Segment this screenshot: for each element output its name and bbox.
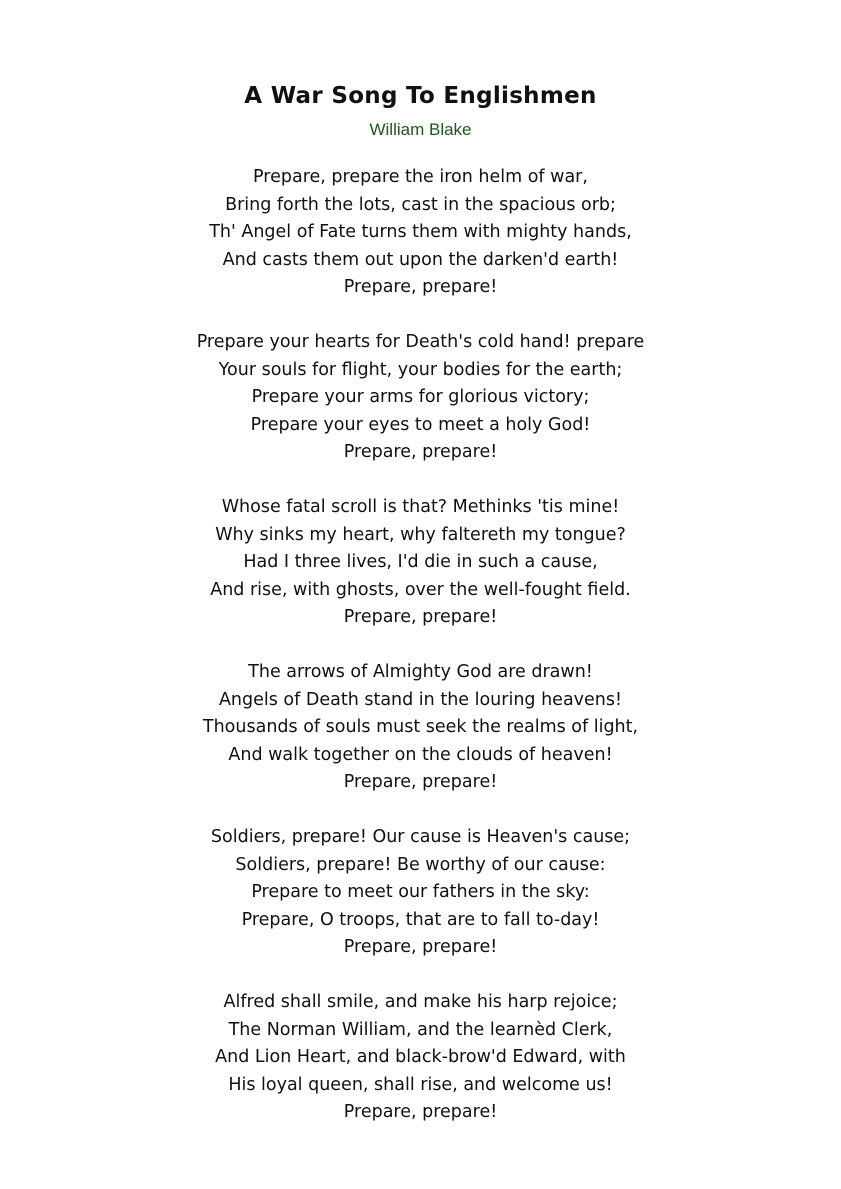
- poem-line: Prepare, prepare!: [343, 937, 498, 957]
- poem-line: Prepare, prepare!: [343, 772, 498, 792]
- poem-title: A War Song To Englishmen: [244, 83, 597, 109]
- poem-line: And walk together on the clouds of heaven!: [228, 744, 613, 765]
- poem-line: Prepare, O troops, that are to fall to-day!: [241, 909, 600, 930]
- poem-line: Thousands of souls must seek the realms of light,: [202, 717, 639, 737]
- poem-author: William Blake: [369, 120, 472, 139]
- poem-line: And casts them out upon the darken'd earth!: [222, 249, 619, 270]
- stanza-3: [0, 494, 841, 632]
- poem-line: Prepare your arms for glorious victory;: [251, 387, 590, 407]
- poem-line: And Lion Heart, and black-brow'd Edward, with: [215, 1047, 626, 1067]
- poem-line: Had I three lives, I'd die in such a cause,: [243, 552, 598, 572]
- stanza-1: [0, 164, 841, 302]
- poem-line: Prepare, prepare!: [343, 277, 498, 297]
- poem-line: And rise, with ghosts, over the well-fought field.: [210, 579, 631, 600]
- poem-line: Your souls for flight, your bodies for the earth;: [218, 359, 623, 380]
- poem-line: Prepare, prepare!: [343, 442, 498, 462]
- poem-line: Angels of Death stand in the louring heavens!: [218, 689, 623, 710]
- poem-line: Why sinks my heart, why faltereth my tongue?: [215, 524, 626, 545]
- poem-line: Soldiers, prepare! Be worthy of our cause:: [235, 854, 606, 875]
- poem-line: Prepare, prepare!: [343, 607, 498, 627]
- stanza-2: [0, 329, 841, 467]
- poem-line: Prepare to meet our fathers in the sky:: [251, 882, 590, 902]
- poem-line: Th' Angel of Fate turns them with mighty hands,: [209, 222, 632, 242]
- poem-line: Whose fatal scroll is that? Methinks 'tis mine!: [221, 497, 620, 517]
- stanza-4: [0, 659, 841, 797]
- stanza-6: [0, 989, 841, 1127]
- poem-line: Prepare your hearts for Death's cold hand! prepare: [196, 332, 645, 352]
- poem-line: Prepare, prepare!: [343, 1102, 498, 1122]
- stanza-5: [0, 824, 841, 962]
- poem-line: Soldiers, prepare! Our cause is Heaven's cause;: [210, 827, 631, 847]
- poem-line: The Norman William, and the learnèd Clerk,: [228, 1019, 613, 1040]
- poem-line: Prepare your eyes to meet a holy God!: [250, 414, 591, 435]
- poem-line: Prepare, prepare the iron helm of war,: [253, 167, 588, 187]
- poem-line: Bring forth the lots, cast in the spacious orb;: [225, 194, 616, 215]
- poem-line: Alfred shall smile, and make his harp rejoice;: [223, 992, 618, 1012]
- poem-line: His loyal queen, shall rise, and welcome us!: [228, 1074, 613, 1095]
- poem-line: The arrows of Almighty God are drawn!: [248, 662, 593, 682]
